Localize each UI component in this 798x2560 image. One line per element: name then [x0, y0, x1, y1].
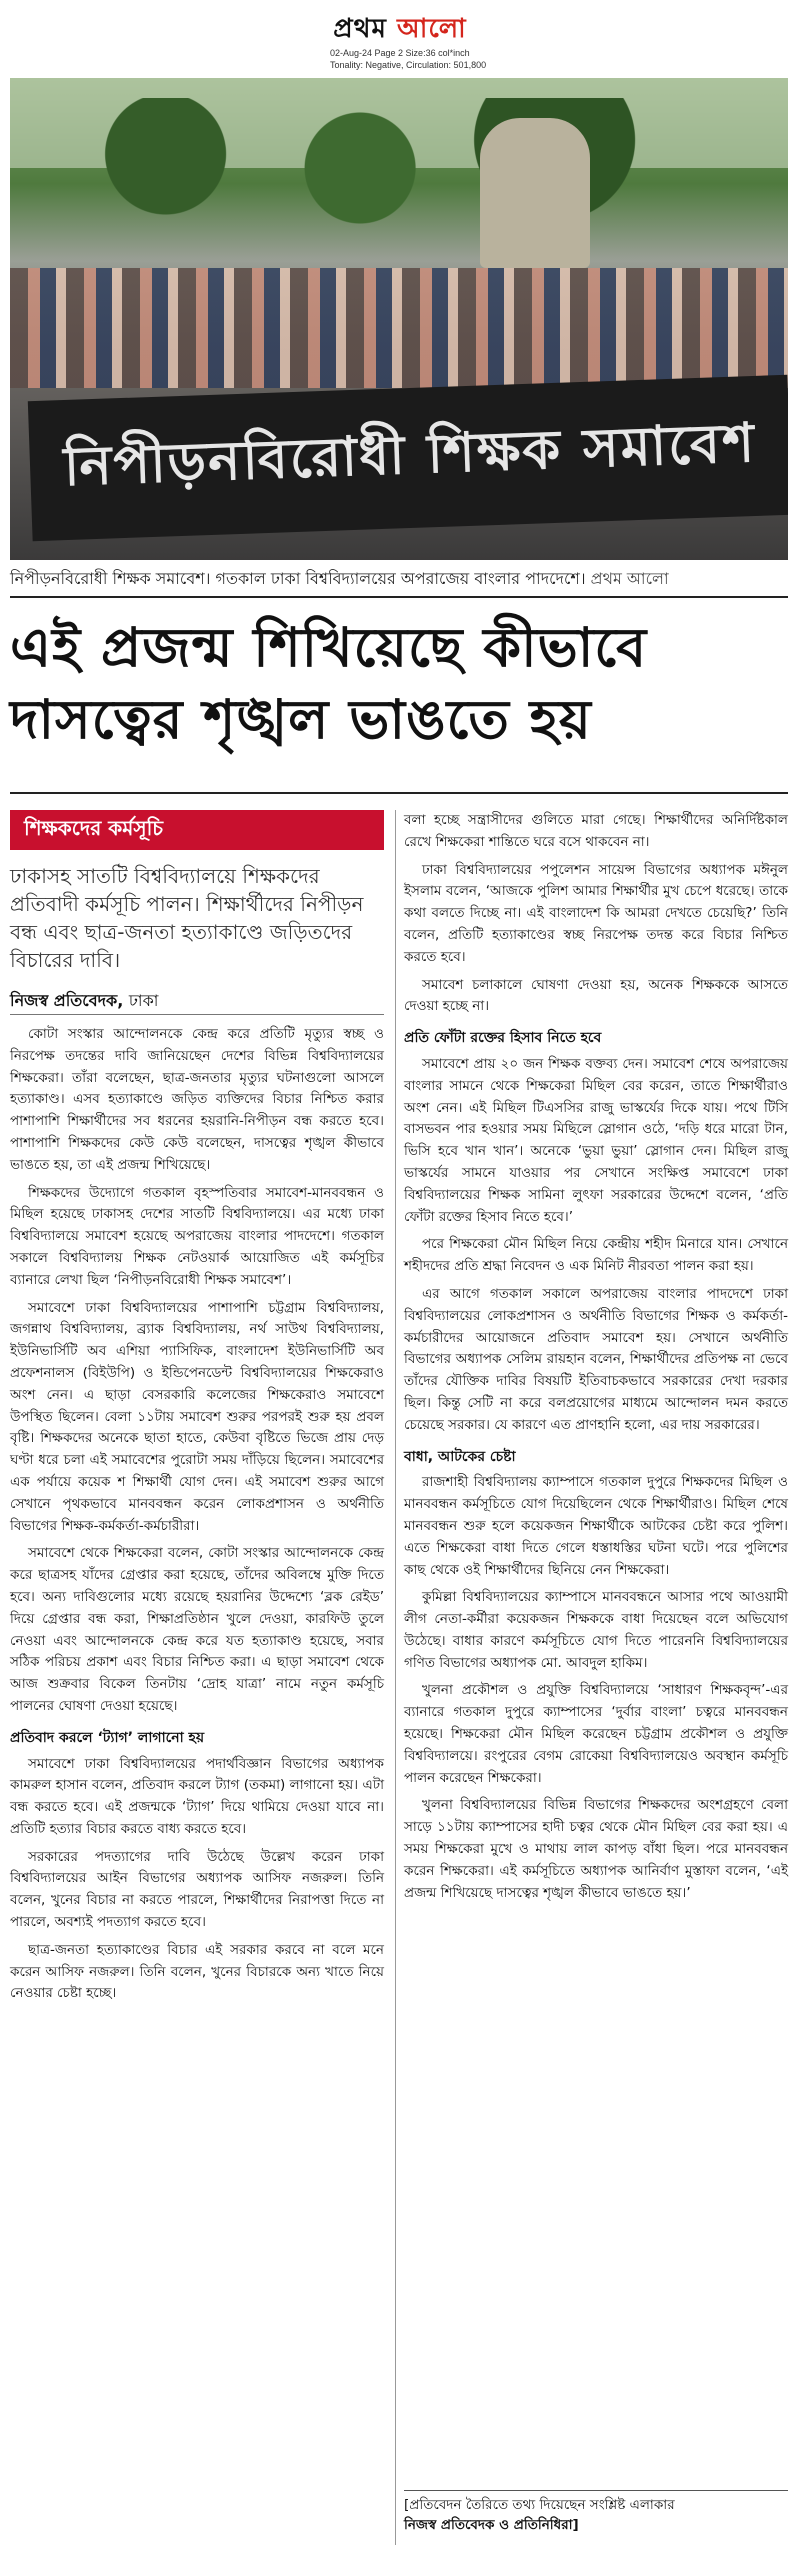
- paragraph: সমাবেশ চলাকালে ঘোষণা দেওয়া হয়, অনেক শিক্ষককে আসতে দেওয়া হচ্ছে না।: [404, 976, 788, 1015]
- subheading: প্রতিবাদ করলে ‘ট্যাগ’ লাগানো হয়: [10, 1729, 205, 1746]
- paragraph: খুলনা বিশ্ববিদ্যালয়ের বিভিন্ন বিভাগের শিক্ষকদের অংশগ্রহণে বেলা সাড়ে ১১টায় ক্যাম্পাসের হাদী চত্বর থেকে মৌন মিছিল বের করা হয়। এ সময় শিক্ষকেরা মুখে ও মাথায় লাল কাপড় বাঁধা ছিল। পরে মানববন্ধন করেন শিক্ষকেরা। এই কর্মসূচিতে অধ্যাপক আনির্বাণ মুস্তাফা বলেন, ‘এই প্রজন্ম শিখিয়েছে দাসত্বের শৃঙ্খল কীভাবে ভাঙতে হয়।’: [404, 1797, 788, 1901]
- subheading: প্রতি ফোঁটা রক্তের হিসাব নিতে হবে: [404, 1030, 602, 1047]
- clipping-meta-date: 02-Aug-24 Page 2 Size:36 col*inch: [330, 48, 470, 58]
- left-column: [10, 1024, 384, 2011]
- paragraph: সমাবেশে থেকে শিক্ষকেরা বলেন, কোটা সংস্কার আন্দোলনকে কেন্দ্র করে ছাত্রসহ যাঁদের গ্রেপ্তার করা হয়েছে, তাঁদের অবিলম্বে মুক্তি দিতে হবে। অন্য দাবিগুলোর মধ্যে রয়েছে হয়রানির উদ্দেশ্যে ‘ব্লক রেইড’ দিয়ে গ্রেপ্তার বন্ধ করা, শিক্ষাপ্রতিষ্ঠান খুলে দেওয়া, কারফিউ তুলে নেওয়া এবং আন্দোলনকে কেন্দ্র করে যত হত্যাকাণ্ড হয়েছে, সবার সঠিক পরিচয় প্রকাশ এবং বিচার নিশ্চিত করা। এ ছাড়া সমাবেশ থেকে আজ শুক্রবার বিকেল তিনটায় ‘দ্রোহ যাত্রা’ নামে নতুন কর্মসূচি পালনের ঘোষণা দেওয়া হয়েছে।: [10, 1545, 384, 1714]
- paragraph: শিক্ষকদের উদ্যোগে গতকাল বৃহস্পতিবার সমাবেশ-মানববন্ধন ও মিছিল হয়েছে ঢাকাসহ দেশের সাতটি বিশ্ববিদ্যালয়ে। এর মধ্যে ঢাকা বিশ্ববিদ্যালয়ে সমাবেশ হয়েছে অপরাজেয় বাংলার পাদদেশে। গতকাল সকালে বিশ্ববিদ্যালয় শিক্ষক নেটওয়ার্ক আয়োজিত এই কর্মসূচির ব্যানারে লেখা ছিল ‘নিপীড়নবিরোধী শিক্ষক সমাবেশ’।: [10, 1184, 384, 1288]
- caption-credit: প্রথম আলো: [590, 569, 669, 588]
- paragraph: রাজশাহী বিশ্ববিদ্যালয় ক্যাম্পাসে গতকাল দুপুরে শিক্ষকদের মিছিল ও মানববন্ধন কর্মসূচিতে যোগ দিয়েছিলেন থেকে শিক্ষার্থীরাও। মিছিল শেষে মানববন্ধন শুরু হলে কয়েকজন শিক্ষার্থীকে আটকের চেষ্টা করে পুলিশ। এতে শিক্ষকেরা বাধা দিতে গেলে ধস্তাধস্তির ঘটনা ঘটে। পরে পুলিশের কাছ থেকে ওই শিক্ষার্থীদের ছিনিয়ে নেন শিক্ষকেরা।: [404, 1474, 788, 1578]
- right-column: [404, 810, 788, 1910]
- byline-name: নিজস্ব প্রতিবেদক,: [10, 991, 124, 1010]
- byline: [10, 988, 384, 1015]
- banner-text: নিপীড়নবিরোধী শিক্ষক সমাবেশ: [62, 410, 757, 499]
- newspaper-logo: [300, 8, 500, 44]
- divider: [10, 792, 788, 794]
- paragraph: বলা হচ্ছে সন্ত্রাসীদের গুলিতে মারা গেছে। শিক্ষার্থীদের অনির্দিষ্টকাল রেখে শিক্ষকেরা শান্তিতে ঘরে বসে থাকবেন না।: [404, 812, 788, 850]
- paragraph: সমাবেশে প্রায় ২০ জন শিক্ষক বক্তব্য দেন। সমাবেশ শেষে অপরাজেয় বাংলার সামনে থেকে শিক্ষকেরা মিছিল বের করেন, তাতে শিক্ষার্থীরাও অংশ নেন। এই মিছিল টিএসসির রাজু ভাস্কর্যের দিকে যায়। পথে টিসি বাসভবন পার হওয়ার সময় মিছিলে স্লোগান ওঠে, ‘দড়ি ধরে মারো টান, ভিসি হবে খান খান’। অনেকে ‘ভুয়া ভুয়া’ স্লোগান দেন। মিছিল রাজু ভাস্কর্যের সামনে যাওয়ার পর সেখানে সংক্ষিপ্ত সমাবেশে ঢাকা বিশ্ববিদ্যালয়ের শিক্ষক সামিনা লুৎফা সরকারের উদ্দেশে বলেন, ‘প্রতি ফোঁটা রক্তের হিসাব নিতে হবে।’: [404, 1055, 788, 1225]
- paragraph: সমাবেশে ঢাকা বিশ্ববিদ্যালয়ের পাশাপাশি চট্টগ্রাম বিশ্ববিদ্যালয়, জগন্নাথ বিশ্ববিদ্যালয়, ব্র্যাক বিশ্ববিদ্যালয়, নর্থ সাউথ বিশ্ববিদ্যালয়, ইউনিভার্সিটি অব এশিয়া প্যাসিফিক, বাংলাদেশ ইউনিভার্সিটি অব প্রফেশনালস (বিইউপি) ও ইন্ডিপেনডেন্ট বিশ্ববিদ্যালয়ের শিক্ষকেরাও অংশ নেন। এ ছাড়া বেসরকারি কলেজের শিক্ষকেরাও সমাবেশে উপস্থিত ছিলেন। বেলা ১১টায় সমাবেশ শুরুর পরপরই শুরু হয় প্রবল বৃষ্টি। শিক্ষকদের অনেকে ছাতা হাতে, কেউবা বৃষ্টিতে ভিজে প্রায় দেড় ঘণ্টা ধরে চলা এই সমাবেশের পুরোটা সময় দাঁড়িয়ে ছিলেন। সমাবেশের এক পর্যায়ে কয়েক শ শিক্ষার্থী যোগ দেন। এই সমাবেশ শুরুর আগে সেখানে পৃথকভাবে মানববন্ধন করেন লোকপ্রশাসন ও অর্থনীতি বিভাগের শিক্ষক-কর্মকর্তা-কর্মচারীরা।: [10, 1299, 384, 1534]
- trees-image: [10, 98, 788, 238]
- contributors-note: [404, 2490, 788, 2535]
- logo-part2: আলো: [397, 14, 467, 44]
- photo-caption: [10, 566, 788, 593]
- paragraph: এর আগে গতকাল সকালে অপরাজেয় বাংলার পাদদেশে ঢাকা বিশ্ববিদ্যালয়ের লোকপ্রশাসন ও অর্থনীতি বিভাগের শিক্ষক ও কর্মকর্তা-কর্মচারীদের আয়োজনে প্রতিবাদ সমাবেশ হয়। সেখানে অর্থনীতি বিভাগের অধ্যাপক সেলিম রায়হান বলেন, শিক্ষার্থীদের প্রতিপক্ষ না ভেবে তাঁদের যৌক্তিক দাবির বিষয়টি ইতিবাচকভাবে সরকারের দেখা দরকার ছিল। কিন্তু সেটি না করে বলপ্রয়োগের মাধ্যমে আন্দোলন দমন করতে চেয়েছে সরকার। যে কারণে এত প্রাণহানি হলো, এর দায় সরকারের।: [404, 1285, 788, 1433]
- statue-image: [480, 118, 590, 268]
- headline: [10, 612, 788, 756]
- paragraph: খুলনা প্রকৌশল ও প্রযুক্তি বিশ্ববিদ্যালয়ে ‘সাধারণ শিক্ষকবৃন্দ’-এর ব্যানারে গতকাল দুপুরে ক্যাম্পাসের ‘দুর্বার বাংলা’ চত্বরে মানববন্ধন হয়েছে। শিক্ষকেরা মৌন মিছিল করেছেন চট্টগ্রাম প্রকৌশল ও প্রযুক্তি বিশ্ববিদ্যালয়ে। রংপুরের বেগম রোকেয়া বিশ্ববিদ্যালয়েও অবস্থান কর্মসূচি পালন করেছেন শিক্ষকেরা।: [404, 1682, 788, 1786]
- paragraph: ছাত্র-জনতা হত্যাকাণ্ডের বিচার এই সরকার করবে না বলে মনে করেন আসিফ নজরুল। তিনি বলেন, খুনের বিচারকে অন্য খাতে নিয়ে নেওয়ার চেষ্টা হচ্ছে।: [10, 1941, 384, 2002]
- paragraph: ঢাকা বিশ্ববিদ্যালয়ের পপুলেশন সায়েন্স বিভাগের অধ্যাপক মঈনুল ইসলাম বলেন, ‘আজকে পুলিশ আমার শিক্ষার্থীর মুখ চেপে ধরেছে। তাকে কথা বলতে দিচ্ছে না। এই বাংলাদেশ কি আমরা দেখতে চেয়েছি?’ তিনি বলেন, প্রতিটি হত্যাকাণ্ডের স্বচ্ছ নিরপেক্ষ তদন্ত করে বিচার নিশ্চিত করতে হবে।: [404, 861, 788, 965]
- divider: [10, 1014, 384, 1015]
- column-divider: [395, 810, 396, 2545]
- clipping-meta-circulation: Tonality: Negative, Circulation: 501,800: [330, 60, 487, 70]
- divider: [10, 596, 788, 598]
- crowd-image: [10, 268, 788, 388]
- headline-line2: দাসত্বের শৃঙ্খল ভাঙতে হয়: [10, 688, 592, 751]
- rally-photo: [10, 78, 788, 560]
- paragraph: পরে শিক্ষকেরা মৌন মিছিল নিয়ে কেন্দ্রীয় শহীদ মিনারে যান। সেখানে শহীদদের প্রতি শ্রদ্ধা নিবেদন ও এক মিনিট নীরবতা পালন করা হয়।: [404, 1236, 788, 1275]
- protest-banner: [28, 375, 788, 541]
- intro-summary: ঢাকাসহ সাতটি বিশ্ববিদ্যালয়ে শিক্ষকদের প্রতিবাদী কর্মসূচি পালন। শিক্ষার্থীদের নিপীড়ন বন্ধ এবং ছাত্র-জনতা হত্যাকাণ্ডে জড়িতদের বিচারের দাবি।: [10, 864, 364, 972]
- masthead: [0, 0, 798, 80]
- section-kicker: শিক্ষকদের কর্মসূচি: [10, 810, 384, 850]
- byline-place: ঢাকা: [128, 991, 159, 1010]
- paragraph: কোটা সংস্কার আন্দোলনকে কেন্দ্র করে প্রতিটি মৃত্যুর স্বচ্ছ ও নিরপেক্ষ তদন্তের দাবি জানিয়েছেন দেশের বিভিন্ন বিশ্ববিদ্যালয়ের শিক্ষকেরা। তাঁরা বলেছেন, ছাত্র-জনতার মৃত্যুর ঘটনাগুলো আসলে হত্যাকাণ্ড। এসব হত্যাকাণ্ডে জড়িত ব্যক্তিদের বিচার নিশ্চিত করার পাশাপাশি শিক্ষার্থীদের সব ধরনের হয়রানি-নিপীড়ন বন্ধ করতে হবে। পাশাপাশি শিক্ষকদের কেউ কেউ বলেছেন, দাসত্বের শৃঙ্খল কীভাবে ভাঙতে হয়, তা এই প্রজন্ম শিখিয়েছে।: [10, 1026, 384, 1173]
- caption-text: নিপীড়নবিরোধী শিক্ষক সমাবেশ। গতকাল ঢাকা বিশ্ববিদ্যালয়ের অপরাজেয় বাংলার পাদদেশে।: [10, 569, 586, 588]
- paragraph: কুমিল্লা বিশ্ববিদ্যালয়ের ক্যাম্পাসে মানববন্ধনে আসার পথে আওয়ামী লীগ নেতা-কর্মীরা কয়েকজন শিক্ষককে বাধা দিয়েছেন বলে অভিযোগ উঠেছে। বাধার কারণে কর্মসূচিতে যোগ দিতে পারেননি বিশ্ববিদ্যালয়ের গণিত বিভাগের অধ্যাপক মো. আবদুল হাকিম।: [404, 1589, 788, 1671]
- note-line1: [প্রতিবেদন তৈরিতে তথ্য দিয়েছেন সংশ্লিষ্ট এলাকার: [404, 2497, 675, 2513]
- paragraph: সরকারের পদত্যাগের দাবি উঠেছে উল্লেখ করেন ঢাকা বিশ্ববিদ্যালয়ের আইন বিভাগের অধ্যাপক আসিফ নজরুল। তিনি বলেন, খুনের বিচার না করতে পারলে, শিক্ষার্থীদের নিরাপত্তা দিতে না পারলে, অবশ্যই পদত্যাগ করতে হবে।: [10, 1848, 384, 1931]
- note-line2: নিজস্ব প্রতিবেদক ও প্রতিনিধিরা]: [404, 2517, 579, 2533]
- subheading: বাধা, আটকের চেষ্টা: [404, 1448, 516, 1465]
- logo-part1: প্রথম: [333, 14, 387, 44]
- paragraph: সমাবেশে ঢাকা বিশ্ববিদ্যালয়ের পদার্থবিজ্ঞান বিভাগের অধ্যাপক কামরুল হাসান বলেন, প্রতিবাদ করলে ট্যাগ (তকমা) লাগানো হয়। এটা বন্ধ করতে হবে। এই প্রজন্মকে ‘ট্যাগ’ দিয়ে থামিয়ে দেওয়া যাবে না। প্রতিটি হত্যার বিচার করতে বাধ্য করতে হবে।: [10, 1755, 384, 1837]
- headline-line1: এই প্রজন্ম শিখিয়েছে কীভাবে: [10, 616, 648, 679]
